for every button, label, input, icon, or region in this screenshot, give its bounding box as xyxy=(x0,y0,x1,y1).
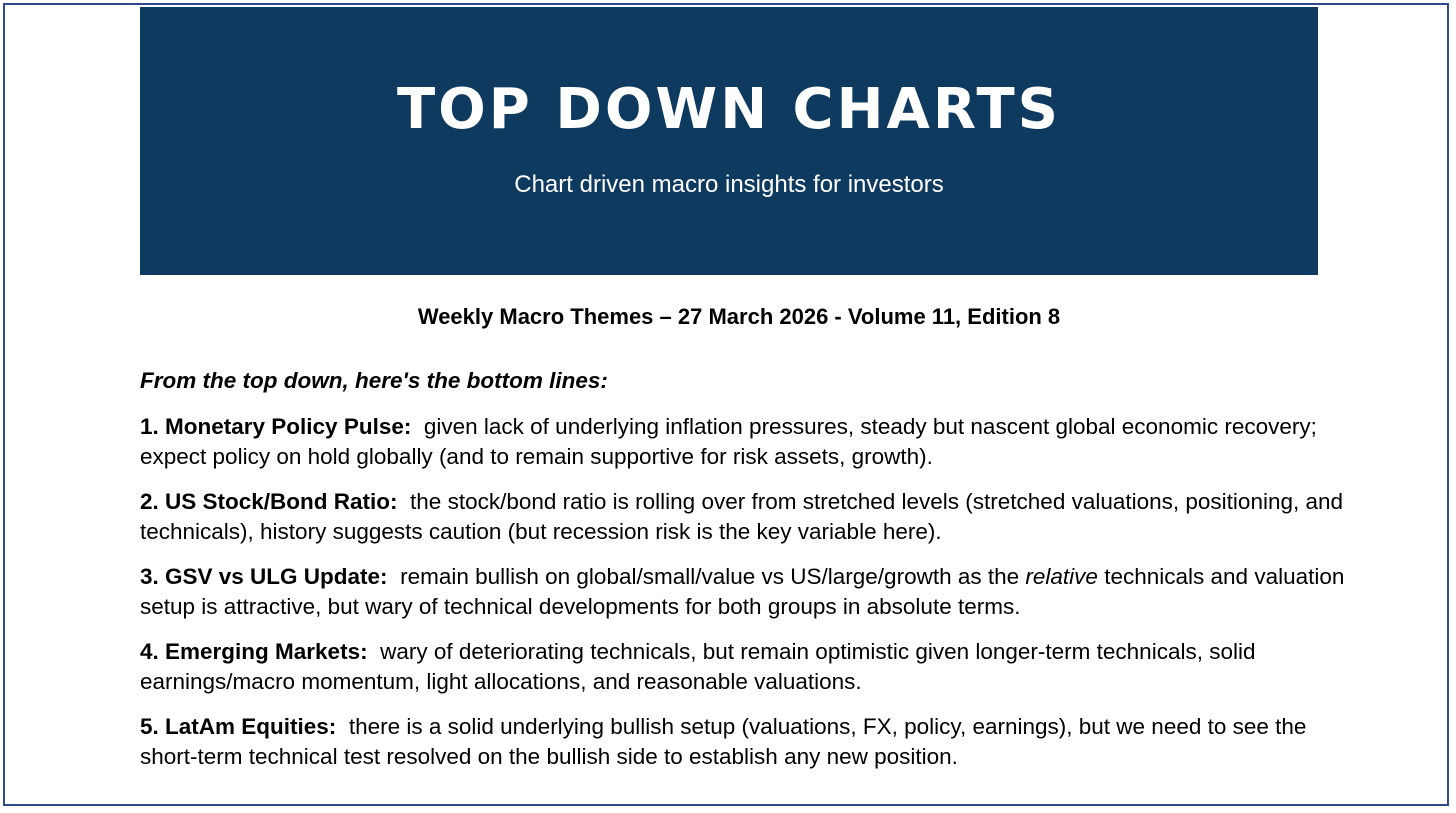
point-text-emphasis: relative xyxy=(1025,564,1098,589)
point-text: the stock/bond ratio is rolling over from stretched levels (stretched valuations, positioning, and technicals), history suggests caution (but recession risk is the key variable here). xyxy=(140,489,1344,544)
point-monetary-policy xyxy=(140,412,1350,472)
point-text: wary of deteriorating technicals, but remain optimistic given longer-term technicals, solid earnings/macro momentum, light allocations, and reasonable valuations. xyxy=(140,639,1256,694)
point-text: remain bullish on global/small/value vs US/large/growth as the xyxy=(400,564,1020,589)
edition-heading: Weekly Macro Themes – 27 March 2026 - Volume 11, Edition 8 xyxy=(417,304,1061,329)
brand-tagline: Chart driven macro insights for investors xyxy=(514,171,944,198)
point-heading: 2. US Stock/Bond Ratio: xyxy=(140,489,398,514)
point-heading: 1. Monetary Policy Pulse: xyxy=(140,414,412,439)
intro-line: From the top down, here's the bottom lines: xyxy=(140,368,608,393)
point-text: there is a solid underlying bullish setup (valuations, FX, policy, earnings), but we need to see the short-term technical test resolved on the bullish side to establish any new position. xyxy=(140,714,1307,769)
point-text: technicals and valuation setup is attractive, but wary of technical developments for both groups in absolute terms. xyxy=(140,564,1345,619)
point-latam-equities xyxy=(140,712,1350,772)
point-stock-bond-ratio xyxy=(140,487,1350,547)
point-heading: 4. Emerging Markets: xyxy=(140,639,368,664)
point-heading: 3. GSV vs ULG Update: xyxy=(140,564,388,589)
point-heading: 5. LatAm Equities: xyxy=(140,714,337,739)
summary-body xyxy=(140,366,1350,787)
header-banner xyxy=(140,7,1318,275)
point-emerging-markets xyxy=(140,637,1350,697)
point-gsv-vs-ulg xyxy=(140,562,1350,622)
point-text: given lack of underlying inflation pressures, steady but nascent global economic recovery; expect policy on hold globally (and to remain supportive for risk assets, growth). xyxy=(140,414,1317,469)
brand-title: TOP DOWN CHARTS xyxy=(396,77,1061,142)
